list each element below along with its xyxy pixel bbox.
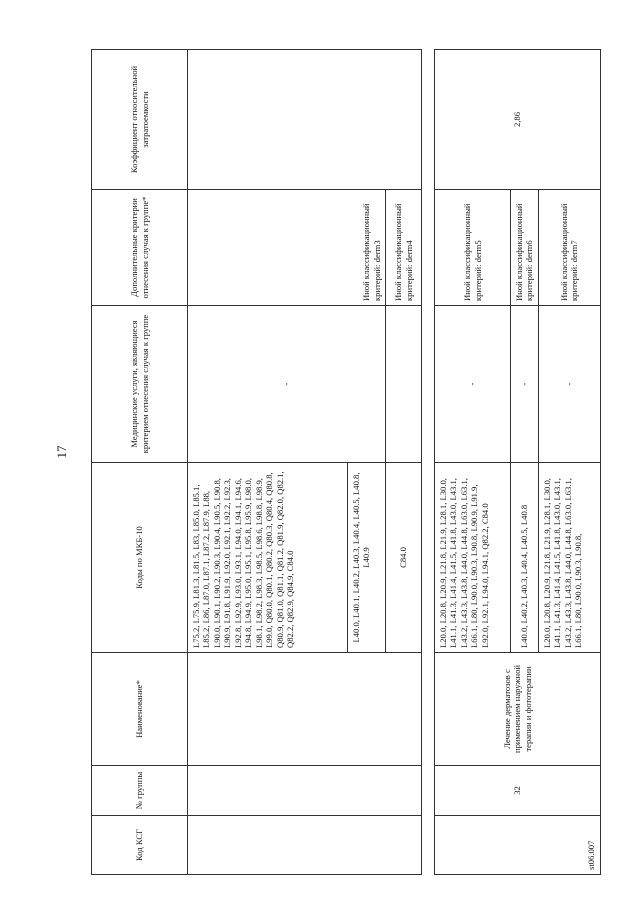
cell-extra: Иной классификационный критерий: derm7 — [538, 190, 600, 306]
cell-mkb: L75.2, L75.9, L81.3, L81.5, L83, L85.0, L85.1, L85.2, L86, L87.0, L87.1, L87.2, L87.9, L88, L90.0, L90.1, L90.2, L90.3, L90.4, L90.5, L90.8, L90.9, L91.8, L91.9, L92.0, L92.1, L92.2, L92.3, L92.8, L92.9, L93.0, L93.1, L94.0, L94.1, L94.6, L94.8, L94.9, L95.0, L95.1, L95.8, L95.9, L98.0, L98.1, L98.2, L98.3, L98.5, L98.6, L98.8, L98.9, L99.0, Q80.0, Q80.1, Q80.2, Q80.3, Q80.4, Q80.8, Q80.9, Q81.0, Q81.1, Q81.2, Q81.9, Q82.0, Q82.1, Q82.2, Q82.9, Q84.9, C84.0 — [188, 463, 348, 653]
header-group-no: № группы — [92, 766, 188, 816]
header-mkb: Коды по МКБ-10 — [92, 463, 188, 653]
cell-mkb: L40.0, L40.1, L40.2, L40.3, L40.4, L40.5, L40.8, L40.9 — [348, 463, 386, 653]
table-row — [435, 50, 511, 875]
cell-extra: Иной классификационный критерий: derm6 — [511, 190, 539, 306]
cell-service: - — [538, 306, 600, 463]
cell-mkb: L40.0, L40.2, L40.3, L40.4, L40.5, L40.8 — [511, 463, 539, 653]
cell-extra: Иной классификационный критерий: derm4 — [386, 190, 422, 306]
cell-group-no — [188, 766, 422, 816]
cell-service: - — [188, 306, 386, 463]
cell-code: st06.007 — [435, 816, 601, 875]
cell-service: - — [511, 306, 539, 463]
cell-name: Лечение дерматозов с применением наружной терапии и фототерапии — [435, 653, 601, 766]
cell-code — [188, 816, 422, 875]
rotated-table-container — [91, 50, 597, 875]
cell-mkb: L20.0, L20.8, L20.9, L21.8, L21.9, L28.1, L30.0, L41.1, L41.3, L41.4, L41.5, L41.8, L43.0, L43.1, L43.2, L43.3, L43.8, L44.0, L44.8, L63.0, L63.1, L66.1, L80, L90.0, L90.3, L90.8, L90.9, L91.9, L92.0, L92.1, L94.0, L94.1, Q82.2, C84.0 — [435, 463, 511, 653]
table-row — [188, 50, 348, 875]
ksg-table — [91, 49, 601, 875]
cell-coef — [188, 50, 422, 190]
cell-coef: 2,86 — [435, 50, 601, 190]
header-service: Медицинские услуги, являющиеся критерием отнесения случая к группе — [92, 306, 188, 463]
cell-service — [386, 306, 422, 463]
header-row — [92, 50, 188, 875]
cell-extra: Иной классификационный критерий: derm5 — [435, 190, 511, 306]
cell-mkb: C84.0 — [386, 463, 422, 653]
cell-name — [188, 653, 422, 766]
cell-group-no: 32 — [435, 766, 601, 816]
table-gap — [422, 50, 435, 875]
page-number: 17 — [54, 445, 69, 459]
header-coef: Коэффициент относительной затратоемкости — [92, 50, 188, 190]
header-name: Наименование* — [92, 653, 188, 766]
header-extra: Дополнительные критерии отнесения случая к группе* — [92, 190, 188, 306]
cell-extra: Иной классификационный критерий: derm3 — [188, 190, 386, 306]
cell-mkb: L20.0, L20.8, L20.9, L21.8, L21.9, L28.1, L30.0, L41.1, L41.3, L41.4, L41.5, L41.8, L43.0, L43.1, L43.2, L43.3, L43.8, L44.0, L44.8, L63.0, L63.1, L66.1, L80, L90.0, L90.3, L90.8, — [538, 463, 600, 653]
cell-service: - — [435, 306, 511, 463]
header-code: Код КСГ — [92, 816, 188, 875]
